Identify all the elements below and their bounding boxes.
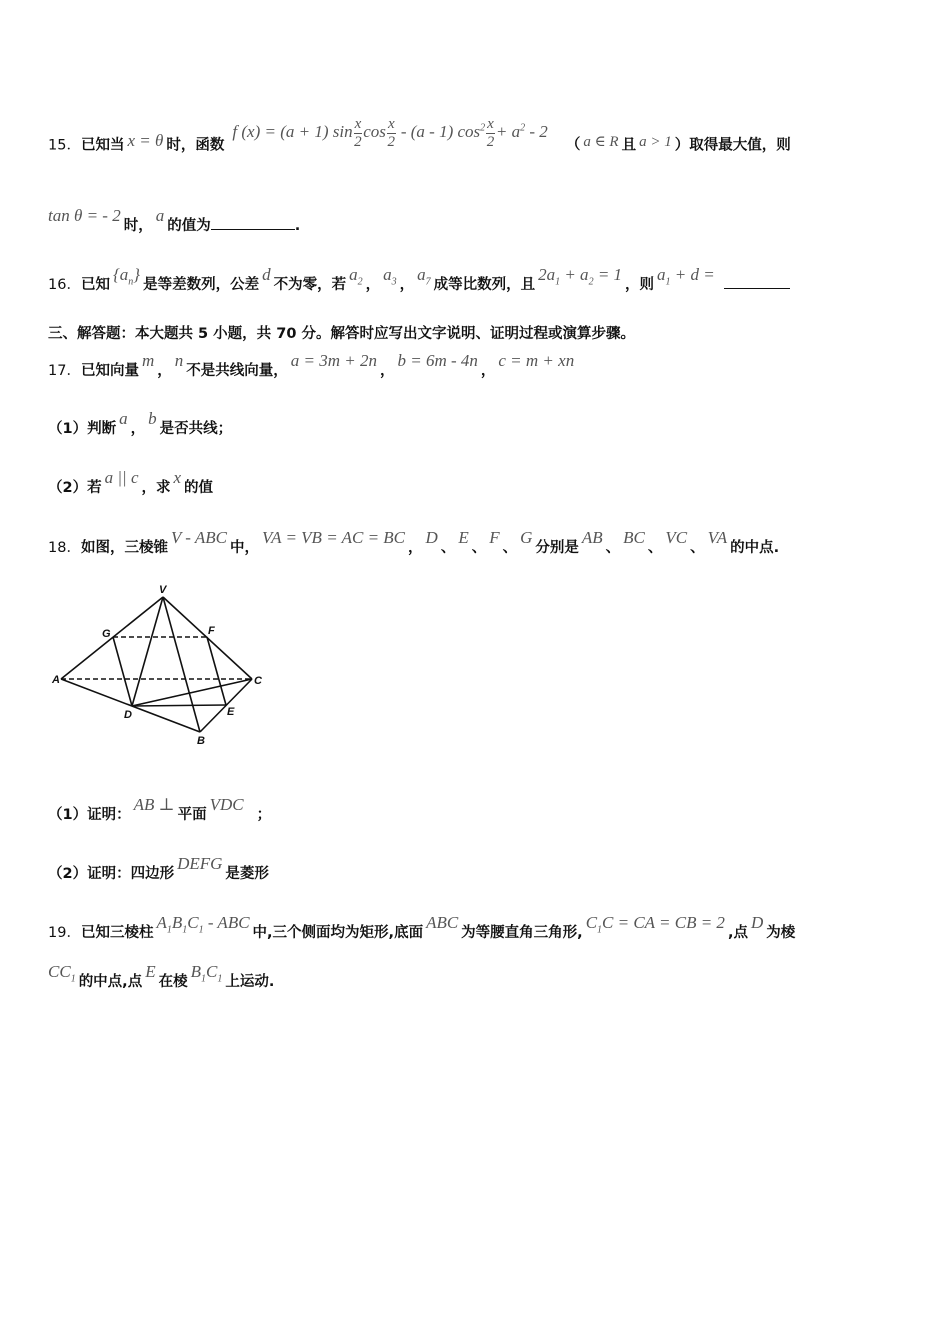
label-B: B — [197, 735, 205, 747]
label-A: A — [52, 674, 60, 686]
q17-stem: 17．已知向量m，n不是共线向量，a = 3m + 2n，b = 6m - 4n，c = m + xn — [48, 351, 575, 379]
q16-number: 16． — [48, 277, 81, 293]
edge-VB — [163, 597, 200, 732]
label-E: E — [227, 706, 235, 718]
label-D: D — [124, 709, 132, 721]
q15-line1: 15．已知当 x = θ 时，函数 f (x) = (a + 1) sin $\frac{x}{2}$ cos $\frac{x}{2}$ - (a - 1) $\cos^2$ $\frac{x}{2}$ + $a^2 - 2$ （ a ∈ R 且 a > 1 ）取得最大值，则 — [48, 116, 791, 154]
q15-function-formula: f (x) = (a + 1) sin $\frac{x}{2}$ cos $\frac{x}{2}$ - (a - 1) $\cos^2$ $\frac{x}{2}$ + $a^2 - 2$ — [232, 116, 548, 150]
q18-part2: （2）证明：四边形DEFG是菱形 — [48, 854, 269, 882]
label-F: F — [208, 625, 215, 637]
label-G: G — [102, 628, 111, 640]
edge-DE — [132, 705, 226, 706]
q15-line2: tan θ = - 2时，a的值为 . — [48, 206, 301, 234]
q16-line: 16．已知$\{a_n\}$是等差数列，公差d不为零，若$a_2$ ，$a_3$ ，$a_7$ 成等比数列，且$2a_1 + a_2 = 1$，则$a_1 + d$ = — [48, 273, 790, 296]
q18-number: 18． — [48, 540, 81, 556]
edge-VD — [132, 597, 163, 706]
q18-stem: 18．如图，三棱锥V - ABC中，VA = VB = AC = BC，D、E、F、G分别是AB、BC、VC、VA的中点. — [48, 528, 780, 556]
pyramid-figure — [50, 580, 280, 750]
q17-part2: （2）若a || c，求x的值 — [48, 468, 214, 496]
label-V: V — [159, 584, 167, 596]
q19-line1: 19．已知三棱柱$A_1B_1C_1$ - ABC中,三个侧面均为矩形,底面ABC为等腰直角三角形$,C_1C$ = CA = CB = 2,点D为棱 — [48, 913, 796, 941]
q15-number: 15． — [48, 137, 81, 154]
q19-line2: $CC_1$ 的中点,点E在棱$B_1C_1$ 上运动. — [48, 962, 275, 990]
q17-part1: （1）判断a，b是否共线； — [48, 409, 233, 437]
q19-number: 19． — [48, 925, 81, 941]
section-3-header: 三、解答题：本大题共 5 小题，共 70 分。解答时应写出文字说明、证明过程或演算步骤。 — [48, 326, 635, 342]
q17-number: 17． — [48, 363, 81, 379]
edge-GD — [113, 637, 132, 706]
edge-VA — [61, 597, 163, 679]
label-C: C — [254, 675, 262, 687]
q15-answer-blank[interactable] — [211, 217, 295, 230]
q16-condition: $2a_1 + a_2 = 1$ — [538, 265, 623, 288]
q18-part1: （1）证明：AB ⊥平面VDC； — [48, 795, 272, 823]
q16-answer-blank[interactable] — [724, 276, 790, 289]
